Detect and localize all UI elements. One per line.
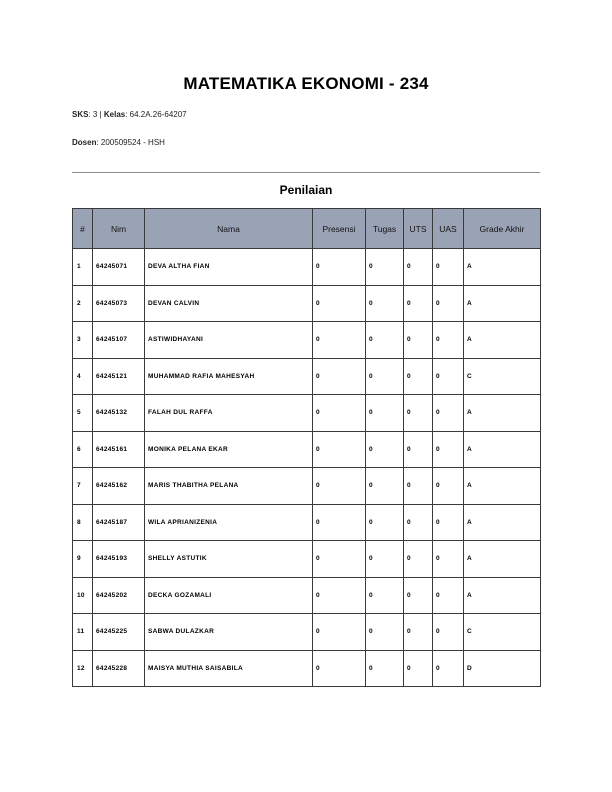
uts-cell: 0 bbox=[404, 249, 433, 286]
uts-cell: 0 bbox=[404, 614, 433, 651]
uts-cell: 0 bbox=[404, 577, 433, 614]
kelas-value: : 64.2A.26-64207 bbox=[125, 110, 187, 119]
tugas-cell: 0 bbox=[366, 431, 404, 468]
header-presensi: Presensi bbox=[313, 209, 366, 249]
nama-cell: DEVAN CALVIN bbox=[145, 285, 313, 322]
tugas-cell: 0 bbox=[366, 468, 404, 505]
uts-cell: 0 bbox=[404, 431, 433, 468]
uas-cell: 0 bbox=[433, 285, 464, 322]
uas-cell: 0 bbox=[433, 504, 464, 541]
uts-cell: 0 bbox=[404, 395, 433, 432]
presensi-cell: 0 bbox=[313, 577, 366, 614]
tugas-cell: 0 bbox=[366, 322, 404, 359]
presensi-cell: 0 bbox=[313, 285, 366, 322]
nama-cell: FALAH DUL RAFFA bbox=[145, 395, 313, 432]
table-row bbox=[73, 614, 541, 651]
grade-cell: D bbox=[464, 650, 541, 687]
grade-cell: C bbox=[464, 358, 541, 395]
table-row bbox=[73, 358, 541, 395]
row-number: 2 bbox=[73, 285, 93, 322]
presensi-cell: 0 bbox=[313, 504, 366, 541]
row-number: 4 bbox=[73, 358, 93, 395]
presensi-cell: 0 bbox=[313, 614, 366, 651]
row-number: 7 bbox=[73, 468, 93, 505]
nim-cell: 64245107 bbox=[93, 322, 145, 359]
tugas-cell: 0 bbox=[366, 285, 404, 322]
divider bbox=[72, 172, 540, 173]
grade-cell: C bbox=[464, 614, 541, 651]
row-number: 5 bbox=[73, 395, 93, 432]
nama-cell: MAISYA MUTHIA SAISABILA bbox=[145, 650, 313, 687]
tugas-cell: 0 bbox=[366, 358, 404, 395]
grade-cell: A bbox=[464, 541, 541, 578]
uts-cell: 0 bbox=[404, 322, 433, 359]
uas-cell: 0 bbox=[433, 650, 464, 687]
uts-cell: 0 bbox=[404, 504, 433, 541]
row-number: 1 bbox=[73, 249, 93, 286]
table-row bbox=[73, 650, 541, 687]
nama-cell: MUHAMMAD RAFIA MAHESYAH bbox=[145, 358, 313, 395]
table-row bbox=[73, 322, 541, 359]
row-number: 9 bbox=[73, 541, 93, 578]
nim-cell: 64245187 bbox=[93, 504, 145, 541]
uas-cell: 0 bbox=[433, 468, 464, 505]
uas-cell: 0 bbox=[433, 577, 464, 614]
sks-value: : 3 | bbox=[88, 110, 104, 119]
page-title: MATEMATIKA EKONOMI - 234 bbox=[183, 74, 429, 93]
nim-cell: 64245228 bbox=[93, 650, 145, 687]
row-number: 8 bbox=[73, 504, 93, 541]
header-uas: UAS bbox=[433, 209, 464, 249]
uas-cell: 0 bbox=[433, 431, 464, 468]
nim-cell: 64245073 bbox=[93, 285, 145, 322]
nim-cell: 64245193 bbox=[93, 541, 145, 578]
nim-cell: 64245202 bbox=[93, 577, 145, 614]
table-row bbox=[73, 285, 541, 322]
row-number: 6 bbox=[73, 431, 93, 468]
tugas-cell: 0 bbox=[366, 395, 404, 432]
table-row bbox=[73, 468, 541, 505]
table-row bbox=[73, 577, 541, 614]
dosen-line bbox=[72, 138, 165, 147]
tugas-cell: 0 bbox=[366, 614, 404, 651]
nama-cell: MARIS THABITHA PELANA bbox=[145, 468, 313, 505]
row-number: 11 bbox=[73, 614, 93, 651]
header-tugas: Tugas bbox=[366, 209, 404, 249]
row-number: 12 bbox=[73, 650, 93, 687]
grade-cell: A bbox=[464, 468, 541, 505]
nim-cell: 64245162 bbox=[93, 468, 145, 505]
tugas-cell: 0 bbox=[366, 249, 404, 286]
presensi-cell: 0 bbox=[313, 322, 366, 359]
uas-cell: 0 bbox=[433, 614, 464, 651]
nim-cell: 64245071 bbox=[93, 249, 145, 286]
table-header-row bbox=[73, 209, 541, 249]
dosen-label: Dosen bbox=[72, 138, 97, 147]
nama-cell: ASTIWIDHAYANI bbox=[145, 322, 313, 359]
kelas-label: Kelas bbox=[103, 110, 126, 119]
grade-cell: A bbox=[464, 285, 541, 322]
grade-cell: A bbox=[464, 577, 541, 614]
header-grade-akhir: Grade Akhir bbox=[464, 209, 541, 249]
presensi-cell: 0 bbox=[313, 468, 366, 505]
tugas-cell: 0 bbox=[366, 541, 404, 578]
header-nama: Nama bbox=[145, 209, 313, 249]
nim-cell: 64245225 bbox=[93, 614, 145, 651]
table-row bbox=[73, 431, 541, 468]
row-number: 10 bbox=[73, 577, 93, 614]
uas-cell: 0 bbox=[433, 395, 464, 432]
grade-cell: A bbox=[464, 322, 541, 359]
header-number: # bbox=[73, 209, 93, 249]
table-row bbox=[73, 395, 541, 432]
presensi-cell: 0 bbox=[313, 249, 366, 286]
tugas-cell: 0 bbox=[366, 504, 404, 541]
nim-cell: 64245161 bbox=[93, 431, 145, 468]
nama-cell: DECKA GOZAMALI bbox=[145, 577, 313, 614]
presensi-cell: 0 bbox=[313, 541, 366, 578]
uts-cell: 0 bbox=[404, 650, 433, 687]
grade-cell: A bbox=[464, 504, 541, 541]
presensi-cell: 0 bbox=[313, 431, 366, 468]
grade-cell: A bbox=[464, 395, 541, 432]
sks-kelas-line bbox=[72, 110, 187, 119]
nim-cell: 64245121 bbox=[93, 358, 145, 395]
uts-cell: 0 bbox=[404, 285, 433, 322]
nama-cell: MONIKA PELANA EKAR bbox=[145, 431, 313, 468]
grade-cell: A bbox=[464, 249, 541, 286]
section-title: Penilaian bbox=[279, 183, 333, 197]
tugas-cell: 0 bbox=[366, 577, 404, 614]
nama-cell: DEVA ALTHA FIAN bbox=[145, 249, 313, 286]
nim-cell: 64245132 bbox=[93, 395, 145, 432]
header-nim: Nim bbox=[93, 209, 145, 249]
row-number: 3 bbox=[73, 322, 93, 359]
presensi-cell: 0 bbox=[313, 650, 366, 687]
header-uts: UTS bbox=[404, 209, 433, 249]
nama-cell: WILA APRIANIZENIA bbox=[145, 504, 313, 541]
nama-cell: SHELLY ASTUTIK bbox=[145, 541, 313, 578]
uts-cell: 0 bbox=[404, 468, 433, 505]
uts-cell: 0 bbox=[404, 541, 433, 578]
uas-cell: 0 bbox=[433, 322, 464, 359]
uas-cell: 0 bbox=[433, 541, 464, 578]
grade-cell: A bbox=[464, 431, 541, 468]
table-row bbox=[73, 249, 541, 286]
nama-cell: SABWA DULAZKAR bbox=[145, 614, 313, 651]
presensi-cell: 0 bbox=[313, 395, 366, 432]
tugas-cell: 0 bbox=[366, 650, 404, 687]
dosen-value: : 200509524 - HSH bbox=[96, 138, 165, 147]
table-row bbox=[73, 541, 541, 578]
table-row bbox=[73, 504, 541, 541]
uts-cell: 0 bbox=[404, 358, 433, 395]
presensi-cell: 0 bbox=[313, 358, 366, 395]
uas-cell: 0 bbox=[433, 358, 464, 395]
uas-cell: 0 bbox=[433, 249, 464, 286]
sks-label: SKS bbox=[72, 110, 89, 119]
grades-table bbox=[72, 208, 541, 687]
